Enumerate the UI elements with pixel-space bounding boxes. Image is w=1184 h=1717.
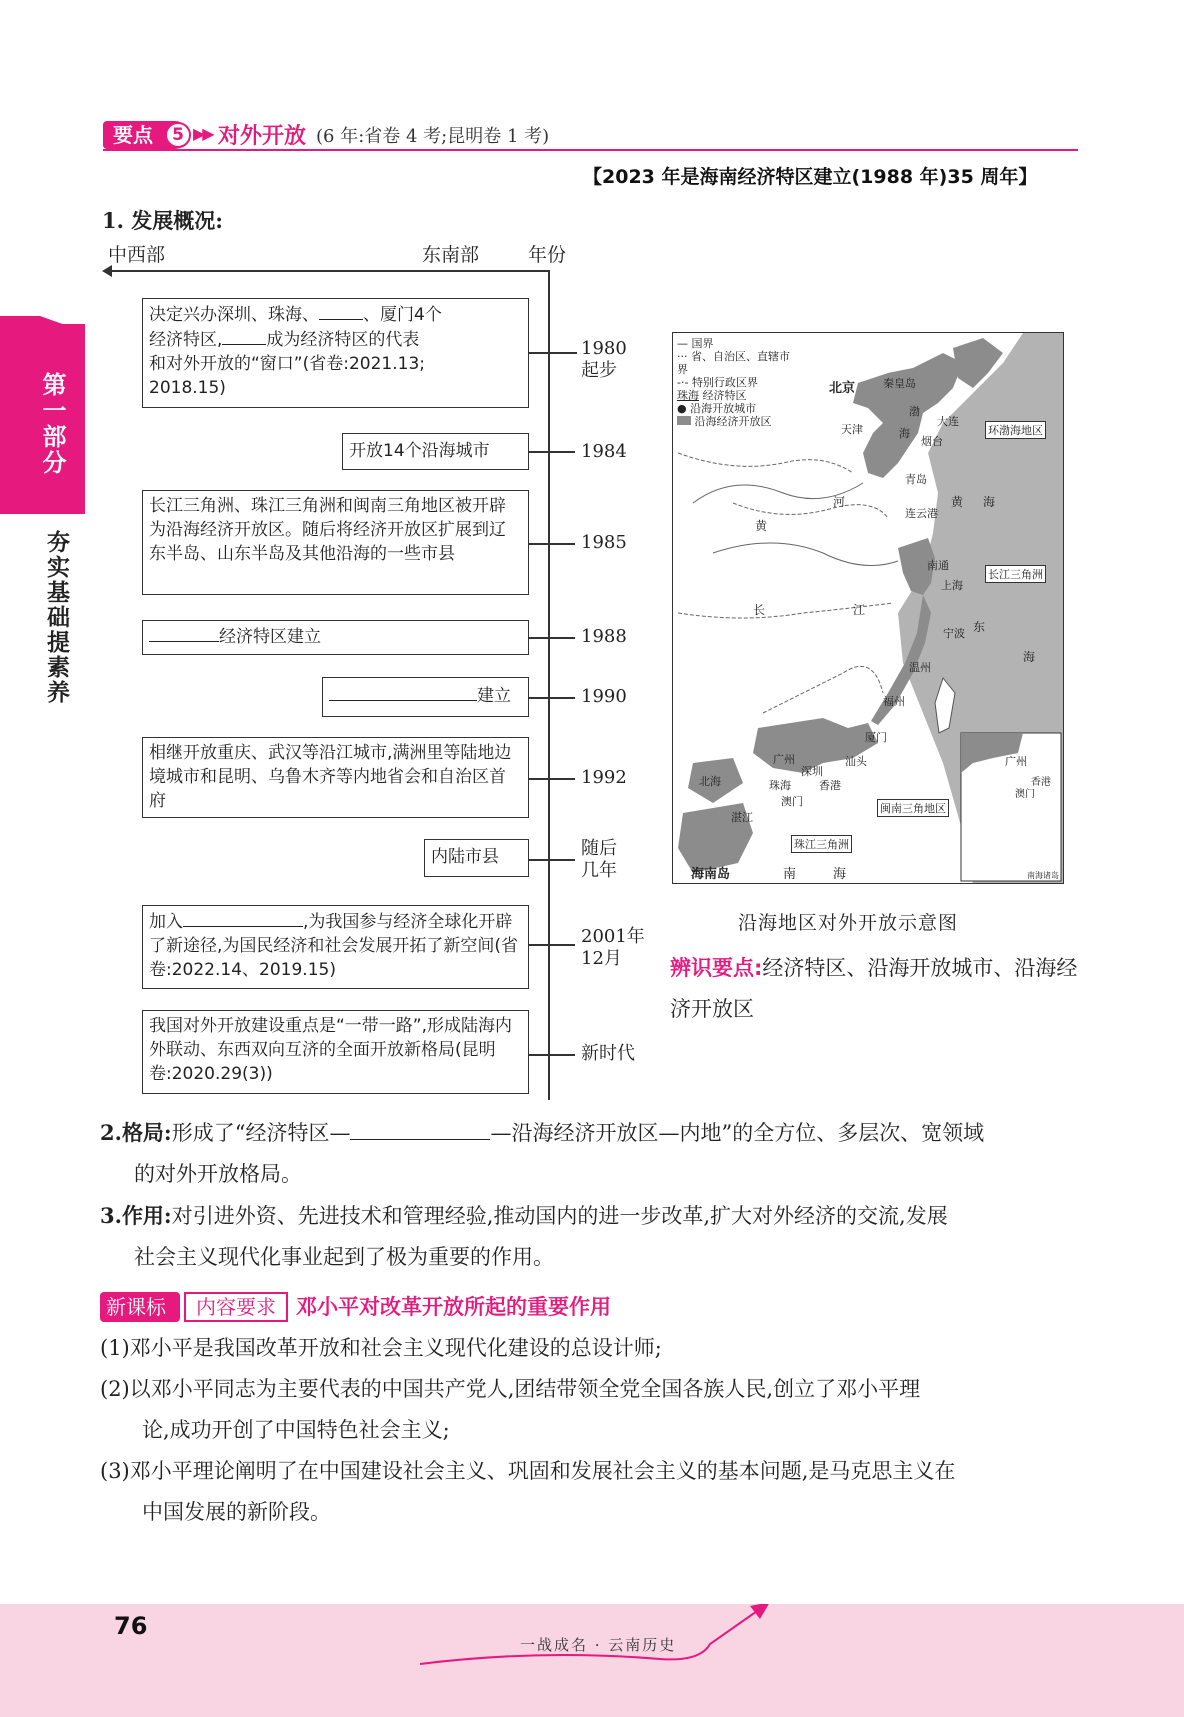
double-arrow-icon: ▶▶ xyxy=(193,124,212,143)
legend-label: 经济特区 xyxy=(702,389,747,402)
map-legend xyxy=(677,337,793,428)
item-text: 的对外开放格局。 xyxy=(134,1162,302,1186)
sidebar-part-tab xyxy=(0,316,85,514)
inset-label: 广州 xyxy=(1005,755,1027,768)
timeline-box-1990 xyxy=(322,677,529,717)
box-text: 经济特区建立 xyxy=(219,627,321,647)
place-label: 南通 xyxy=(927,559,949,572)
connector xyxy=(529,1054,575,1056)
timeline-axis xyxy=(548,270,550,1100)
water-label: 渤 xyxy=(909,405,920,418)
label-central-west: 中西部 xyxy=(108,244,166,266)
map-caption: 沿海地区对外开放示意图 xyxy=(738,912,959,934)
legend-item xyxy=(677,389,793,402)
legend-item: ● 沿海开放城市 xyxy=(677,402,757,415)
curriculum-item: (1)邓小平是我国改革开放和社会主义现代化建设的总设计师; xyxy=(100,1336,662,1360)
item-text: 中国发展的新阶段。 xyxy=(142,1500,331,1524)
item-heading: 作用: xyxy=(121,1203,172,1228)
pen-flourish-icon xyxy=(420,1604,780,1684)
box-text: 和对外开放的“窗口”(省卷:2021.13; xyxy=(149,354,426,374)
river-label: 江 xyxy=(853,603,866,617)
boundary-line xyxy=(678,453,853,473)
section-header xyxy=(103,121,1078,151)
footer-brand: 一战成名 · 云南历史 xyxy=(520,1636,677,1654)
boundary-line xyxy=(733,503,888,518)
key-point-number: 5 xyxy=(165,122,191,148)
inset-label: 南海诸岛 xyxy=(1027,871,1059,880)
connector xyxy=(529,543,575,545)
section-subtitle: (6 年:省卷 4 考;昆明卷 1 考) xyxy=(316,126,550,147)
legend-label: 省、自治区、直辖市界 xyxy=(677,350,790,376)
curriculum-item xyxy=(100,1451,1090,1533)
place-label: 广州 xyxy=(773,753,795,766)
year-new-era: 新时代 xyxy=(581,1043,635,1064)
box-text: 加入 xyxy=(149,912,183,932)
legend-label: 沿海经济开放区 xyxy=(694,415,772,428)
box-text: 成为经济特区的代表 xyxy=(266,330,420,350)
connector xyxy=(529,451,575,453)
blank xyxy=(183,909,303,927)
blank xyxy=(222,327,266,345)
identify-text: 经济特区、沿海开放城市、沿海经济开放区 xyxy=(670,956,1078,1021)
blank xyxy=(149,624,219,642)
year-1992: 1992 xyxy=(581,767,627,788)
connector xyxy=(529,637,575,639)
box-text: 经济特区, xyxy=(149,330,223,350)
timeline-box-1992: 相继开放重庆、武汉等沿江城市,满洲里等陆地边境城市和昆明、乌鲁木齐等内地省会和自治区首府 xyxy=(142,737,529,818)
inset-label: 澳门 xyxy=(1015,789,1035,800)
section-2-pattern xyxy=(100,1112,1090,1195)
year-1984: 1984 xyxy=(581,441,627,462)
label-year: 年份 xyxy=(528,244,567,266)
water-label: 海 xyxy=(833,867,847,882)
connector xyxy=(529,944,575,946)
place-label: 宁波 xyxy=(943,627,965,640)
curriculum-title: 邓小平对改革开放所起的重要作用 xyxy=(296,1295,611,1319)
item-text: (2)以邓小平同志为主要代表的中国共产党人,团结带领全党全国各族人民,创立了邓小平理 xyxy=(100,1377,921,1401)
timeline-top-arrow xyxy=(110,270,550,272)
callout-bohai: 环渤海地区 xyxy=(985,421,1046,439)
place-label: 北海 xyxy=(699,775,721,788)
timeline-box-1980 xyxy=(142,298,529,408)
page-number: 76 xyxy=(114,1612,148,1640)
timeline-box-inland: 内陆市县 xyxy=(424,839,529,877)
curriculum-bar xyxy=(100,1292,800,1322)
legend-label: 沿海开放城市 xyxy=(690,402,757,415)
year-1980: 1980 起步 xyxy=(581,338,627,381)
place-label: 大连 xyxy=(937,415,959,428)
page-footer xyxy=(0,1604,1184,1717)
place-label: 北京 xyxy=(829,381,856,396)
item-text: —沿海经济开放区—内地”的全方位、多层次、宽领域 xyxy=(490,1121,985,1145)
place-label: 澳门 xyxy=(781,795,803,808)
blank xyxy=(329,683,477,701)
place-label: 湛江 xyxy=(731,811,753,824)
connector xyxy=(550,352,576,354)
place-label: 烟台 xyxy=(921,435,943,448)
timeline-box-1985: 长江三角洲、珠江三角洲和闽南三角地区被开辟为沿海经济开放区。随后将经济开放区扩展到辽东半岛、山东半岛及其他沿海的一些市县 xyxy=(142,490,529,595)
identify-key-points xyxy=(670,948,1080,1030)
key-point-badge: 要点 xyxy=(103,121,189,149)
water-label: 海 xyxy=(983,495,996,509)
box-text: 2018.15) xyxy=(149,378,226,398)
callout-pearl: 珠江三角洲 xyxy=(791,835,852,853)
year-1985: 1985 xyxy=(581,532,627,553)
item-heading: 格局: xyxy=(121,1120,172,1145)
section-title: 对外开放 xyxy=(218,124,307,149)
legend-item xyxy=(677,415,793,428)
place-label: 厦门 xyxy=(865,731,887,744)
box-text: 、厦门4个 xyxy=(363,305,442,325)
legend-item: -·- 特别行政区界 xyxy=(677,376,758,389)
content-requirement-tag: 内容要求 xyxy=(184,1292,288,1322)
timeline-box-1988 xyxy=(142,620,529,655)
item-text: 论,成功开创了中国特色社会主义; xyxy=(142,1418,450,1442)
anniversary-note: 【2023 年是海南经济特区建立(1988 年)35 周年】 xyxy=(583,166,1038,188)
box-text: 决定兴办深圳、珠海、 xyxy=(149,305,319,325)
connector xyxy=(529,697,575,699)
section-3-role xyxy=(100,1195,1090,1278)
legend-sample: 珠海 xyxy=(677,389,699,402)
timeline-box-2001 xyxy=(142,905,529,989)
item-text: 社会主义现代化事业起到了极为重要的作用。 xyxy=(134,1245,554,1269)
blank xyxy=(319,302,363,320)
callout-yangtze: 长江三角洲 xyxy=(985,565,1046,583)
sidebar-part-label: 第一部分 xyxy=(38,372,66,476)
river-yangtze xyxy=(713,543,898,566)
place-label: 香港 xyxy=(819,779,841,792)
coastal-opening-map xyxy=(672,332,1064,884)
item-number: 3. xyxy=(100,1203,122,1228)
box-text: 建立 xyxy=(477,686,511,706)
place-label: 珠海 xyxy=(769,779,791,792)
place-label: 深圳 xyxy=(801,765,823,778)
year-2001: 2001年 12月 xyxy=(581,926,645,969)
identify-key: 辨识要点: xyxy=(670,956,763,980)
water-label: 黄 xyxy=(951,495,964,509)
water-label: 海 xyxy=(1023,650,1036,664)
place-label: 上海 xyxy=(941,579,963,592)
sidebar-chapter-label: 夯实基础提素养 xyxy=(43,530,69,705)
legend-label: 特别行政区界 xyxy=(691,376,758,389)
section-1-heading: 1. 发展概况: xyxy=(102,208,223,233)
box-text: ,为我国参与经济全球化开辟了新途径,为国民经济和社会发展开拓了新空间(省卷:2022.14、2019.15) xyxy=(149,912,519,980)
inset-label: 香港 xyxy=(1031,777,1051,788)
connector xyxy=(529,859,575,861)
item-number: 2. xyxy=(100,1120,122,1145)
callout-minnan: 闽南三角地区 xyxy=(877,799,949,817)
header-rule xyxy=(103,149,1078,151)
legend-swatch xyxy=(677,416,691,425)
item-text: (3)邓小平理论阐明了在中国建设社会主义、巩固和发展社会主义的基本问题,是马克思主义在 xyxy=(100,1459,956,1483)
year-1988: 1988 xyxy=(581,626,627,647)
year-following: 随后 几年 xyxy=(581,838,617,881)
connector xyxy=(529,778,575,780)
legend-label: 国界 xyxy=(691,337,714,350)
year-1990: 1990 xyxy=(581,686,627,707)
water-label: 东 xyxy=(973,620,986,634)
water-label: 南 xyxy=(783,867,797,882)
river-label: 黄 xyxy=(755,519,768,533)
timeline-box-new-era: 我国对外开放建设重点是“一带一路”,形成陆海内外联动、东西双向互济的全面开放新格局(昆明卷:2020.29(3)) xyxy=(142,1010,529,1094)
place-label: 秦皇岛 xyxy=(883,377,916,390)
place-label: 连云港 xyxy=(905,507,938,520)
river-label: 河 xyxy=(833,495,846,509)
place-label: 青岛 xyxy=(905,473,927,486)
place-label: 温州 xyxy=(909,661,931,674)
timeline-diagram xyxy=(100,240,660,1100)
item-text: 对引进外资、先进技术和管理经验,推动国内的进一步改革,扩大对外经济的交流,发展 xyxy=(171,1204,948,1228)
curriculum-tag: 新课标 xyxy=(100,1292,180,1322)
timeline-box-1984: 开放14个沿海城市 xyxy=(342,433,529,470)
legend-item: ··· 省、自治区、直辖市界 xyxy=(677,350,790,376)
tab-notch xyxy=(40,316,85,324)
boundary-line xyxy=(763,666,883,713)
item-text: 形成了“经济特区— xyxy=(171,1121,351,1145)
place-label: 汕头 xyxy=(845,755,867,768)
legend-item: — 国界 xyxy=(677,337,714,350)
place-label: 福州 xyxy=(883,695,905,708)
label-southeast: 东南部 xyxy=(422,244,480,266)
place-label: 海南岛 xyxy=(691,867,731,882)
blank xyxy=(350,1122,490,1140)
place-label: 天津 xyxy=(841,423,863,436)
curriculum-item xyxy=(100,1369,1090,1451)
river-label: 长 xyxy=(753,603,766,617)
water-label: 海 xyxy=(899,427,910,440)
